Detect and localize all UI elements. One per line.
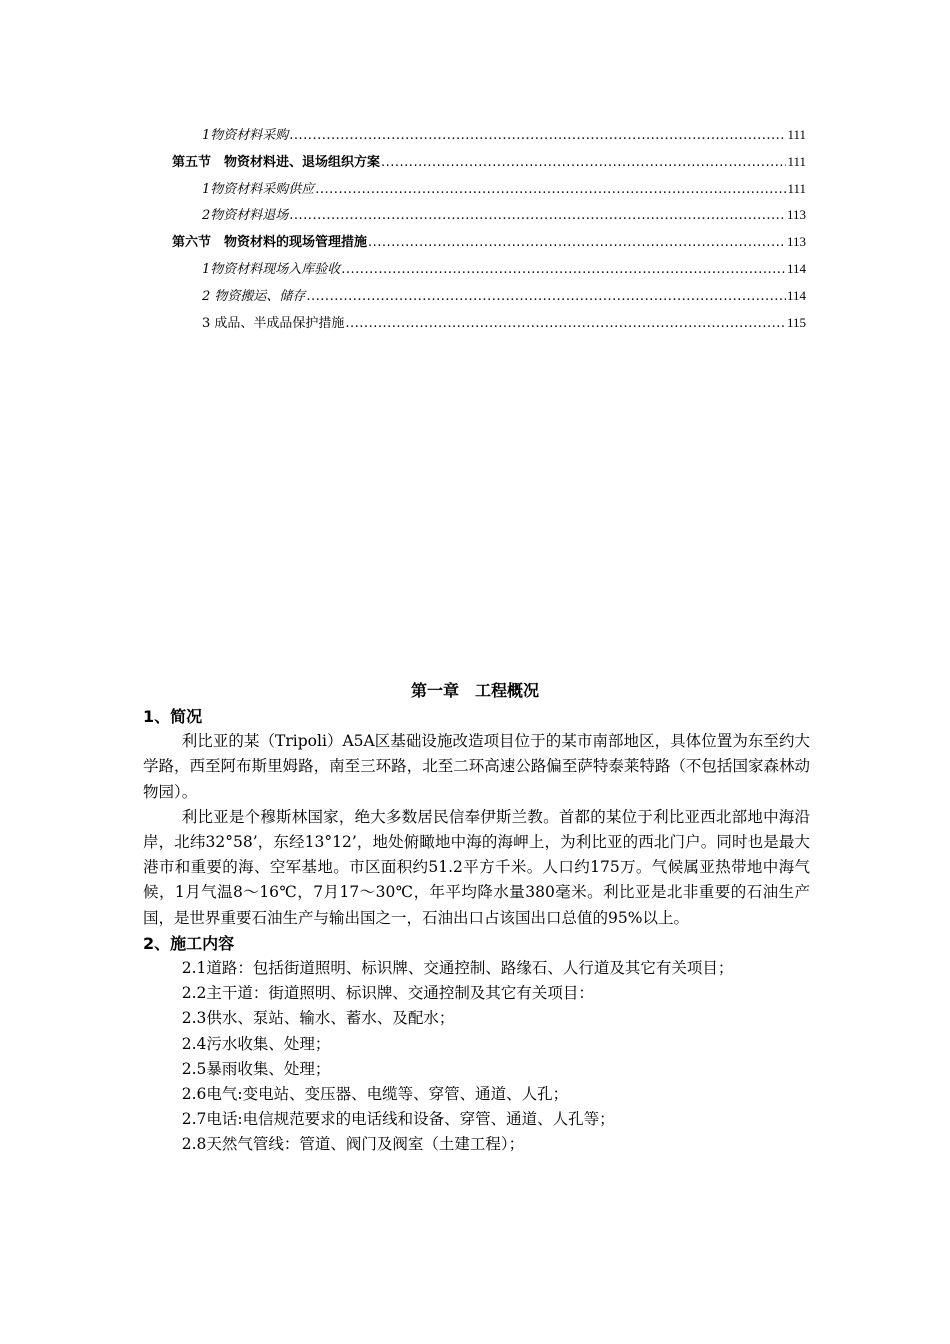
list-item: 2.4污水收集、处理；	[181, 1034, 331, 1053]
toc-entry[interactable]	[172, 149, 806, 176]
list-item: 2.1道路：包括街道照明、标识牌、交通控制、路缘石、人行道及其它有关项目；	[181, 959, 734, 978]
list-item: 2.2主干道：街道照明、标识牌、交通控制及其它有关项目：	[181, 984, 594, 1003]
section-heading: 1、简况	[143, 707, 203, 726]
toc-entry[interactable]	[172, 229, 806, 256]
toc-page-number: 113	[786, 234, 806, 250]
list-item: 2.5暴雨收集、处理；	[181, 1059, 331, 1078]
toc-page-number: 114	[786, 287, 806, 303]
list-item: 2.3供水、泵站、输水、蓄水、及配水；	[181, 1009, 455, 1028]
table-of-contents	[172, 122, 806, 336]
list-item: 2.6电气:变电站、变压器、电缆等、穿管、通道、人孔；	[181, 1085, 569, 1104]
list-item: 2.8天然气管线：管道、阀门及阀室（土建工程）；	[181, 1135, 525, 1154]
toc-leader-dots	[368, 230, 786, 257]
toc-entry-text: 第五节 物资材料进、退场组织方案	[172, 154, 381, 170]
toc-entry-text: 第六节 物资材料的现场管理措施	[172, 235, 368, 251]
section-heading: 2、施工内容	[143, 933, 235, 953]
toc-entry[interactable]	[172, 283, 806, 310]
toc-leader-dots	[341, 257, 786, 284]
toc-leader-dots	[381, 150, 786, 177]
toc-entry-text: 2 物资搬运、储存	[202, 288, 306, 304]
toc-leader-dots	[289, 123, 786, 150]
toc-entry[interactable]	[172, 202, 806, 229]
toc-entry[interactable]	[172, 122, 806, 149]
toc-leader-dots	[289, 203, 786, 230]
list-item: 2.7电话:电信规范要求的电话线和设备、穿管、通道、人孔等；	[181, 1110, 615, 1129]
toc-entry-text: 1物资材料采购供应	[202, 181, 315, 197]
chapter-body	[143, 704, 810, 1158]
toc-entry-text: 1物资材料采购	[202, 128, 289, 143]
toc-leader-dots	[306, 284, 786, 311]
toc-leader-dots	[315, 177, 786, 204]
toc-page-number: 115	[786, 314, 806, 330]
toc-entry[interactable]	[172, 310, 806, 337]
toc-page-number: 111	[787, 153, 806, 169]
toc-page-number: 111	[787, 180, 806, 196]
toc-entry[interactable]	[172, 256, 806, 283]
toc-entry-text: 2物资材料退场	[202, 208, 289, 224]
chapter-title: 第一章 工程概况	[410, 681, 539, 700]
toc-entry-text: 1物资材料现场入库验收	[202, 261, 341, 277]
toc-page-number: 111	[787, 127, 806, 142]
toc-page-number: 114	[786, 260, 806, 276]
toc-page-number: 113	[786, 207, 806, 223]
toc-entry[interactable]	[172, 176, 806, 203]
toc-entry-text: 3 成品、半成品保护措施	[202, 315, 345, 331]
paragraph: 利比亚是个穆斯林国家，绝大多数居民信奉伊斯兰教。首都的某位于利比亚西北部地中海沿岸，北纬32°58’，东经13°12’，地处俯瞰地中海的海岬上，为利比亚的西北门户。同时也是最大港市和重要的海、空军基地。市区面积约51.2平方千米。人口约175万。气候属亚热带地中海气候，1月气温8～16℃，7月17～30℃，年平均降水量380毫米。利比亚是北非重要的石油生产国，是世界重要石油生产与输出国之一，石油出口占该国出口总值的95%以上。	[143, 807, 810, 927]
paragraph: 利比亚的某（Tripoli）A5A区基础设施改造项目位于的某市南部地区，具体位置为东至约大学路，西至阿布斯里姆路，南至三环路，北至二环高速公路偏至萨特泰莱特路（不包括国家森林动物园）。	[143, 732, 810, 801]
toc-leader-dots	[345, 311, 786, 338]
